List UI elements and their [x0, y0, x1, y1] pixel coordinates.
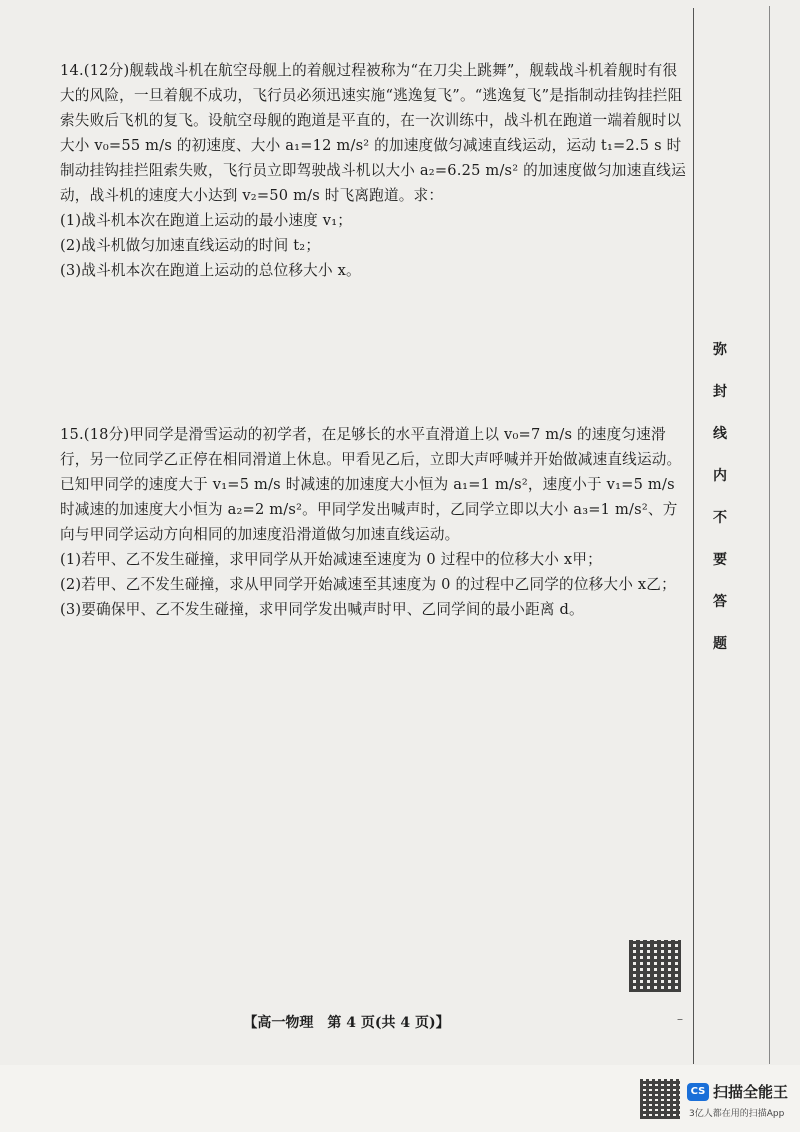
binding-line: [693, 8, 694, 1064]
scanner-brand-name: 扫描全能王: [713, 1083, 789, 1101]
question-14: [60, 58, 688, 283]
question-15-part-1: (1)若甲、乙不发生碰撞，求甲同学从开始减速至速度为 0 过程中的位移大小 x甲；: [60, 551, 602, 568]
seal-char: 封: [713, 384, 727, 400]
seal-char: 内: [713, 468, 727, 484]
qr-code-icon: [640, 1079, 680, 1119]
seal-char: 题: [713, 636, 727, 652]
question-14-part-2: (2)战斗机做匀加速直线运动的时间 t₂；: [60, 237, 321, 254]
footer-dash: –: [677, 1012, 683, 1026]
seal-char: 弥: [713, 342, 727, 358]
question-14-part-1: (1)战斗机本次在跑道上运动的最小速度 v₁；: [60, 212, 353, 229]
question-14-body: 14.(12分)舰载战斗机在航空母舰上的着舰过程被称为“在刀尖上跳舞”，舰载战斗机着舰时有很大的风险，一旦着舰不成功，飞行员必须迅速实施“逃逸复飞”。“逃逸复飞”是指制动挂钩挂拦阻索失败后飞机的复飞。设航空母舰的跑道是平直的，在一次训练中，战斗机在跑道一端着舰时以大小 v₀=55 m/s 的初速度、大小 a₁=12 m/s² 的加速度做匀减速直线运动，运动 t₁=2.5 s 时制动挂钩挂拦阻索失败，飞行员立即驾驶战斗机以大小 a₂=6.25 m/s² 的加速度做匀加速直线运动，战斗机的速度大小达到 v₂=50 m/s 时飞离跑道。求：: [60, 62, 686, 204]
seal-line-notice: [700, 340, 740, 676]
question-15-body: 15.(18分)甲同学是滑雪运动的初学者，在足够长的水平直滑道上以 v₀=7 m/s 的速度匀速滑行，另一位同学乙正停在相同滑道上休息。甲看见乙后，立即大声呼喊并开始做减速直线运动。已知甲同学的速度大于 v₁=5 m/s 时减速的加速度大小恒为 a₁=1 m/s²，速度小于 v₁=5 m/s 时减速的加速度大小恒为 a₂=2 m/s²。甲同学发出喊声时，乙同学立即以大小 a₃=1 m/s²、方向与甲同学运动方向相同的加速度沿滑道做匀加速直线运动。: [60, 426, 682, 543]
seal-char: 要: [713, 552, 727, 568]
seal-char: 不: [713, 510, 727, 526]
qr-code-icon: [629, 940, 681, 992]
scanner-tagline: 3亿人都在用的扫描App: [689, 1109, 785, 1119]
binding-edge: [769, 6, 770, 1064]
seal-char: 线: [713, 426, 727, 442]
question-15-part-2: (2)若甲、乙不发生碰撞，求从甲同学开始减速至其速度为 0 的过程中乙同学的位移大小 x乙；: [60, 576, 676, 593]
camscanner-logo-icon: CS: [687, 1083, 709, 1101]
question-15-part-3: (3)要确保甲、乙不发生碰撞，求甲同学发出喊声时甲、乙同学间的最小距离 d。: [60, 601, 584, 618]
question-14-part-3: (3)战斗机本次在跑道上运动的总位移大小 x。: [60, 262, 361, 279]
question-15: [60, 422, 688, 622]
seal-char: 答: [713, 594, 727, 610]
page-footer: 【高一物理 第 4 页(共 4 页)】: [243, 1015, 450, 1031]
